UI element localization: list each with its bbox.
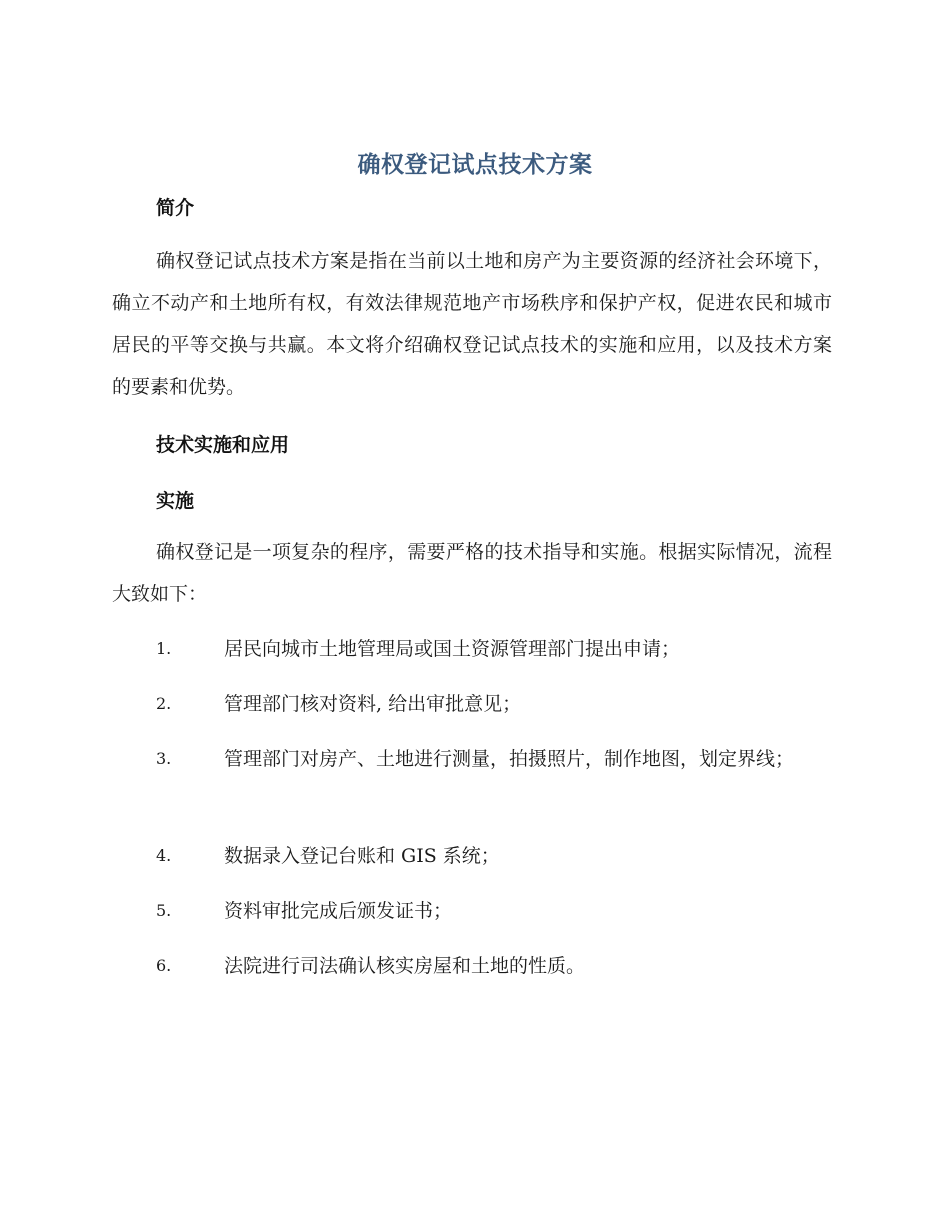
list-item-text: 资料审批完成后颁发证书； [224,900,453,922]
list-item [112,835,832,877]
list-item-text: 管理部门对房产、土地进行测量，拍摄照片，制作地图，划定界线； [224,748,795,770]
section-heading-impl: 实施 [156,490,195,512]
list-item-text: 居民向城市土地管理局或国土资源管理部门提出申请； [224,638,681,660]
list-item-number: 3. [156,749,172,768]
list-item [112,945,832,987]
list-item-text: 管理部门核对资料, 给出审批意见； [224,693,522,715]
list-item [112,738,832,780]
list-item-number: 2. [156,694,172,713]
list-item-number: 6. [156,956,172,975]
list-item [112,628,832,670]
intro-paragraph: 确权登记试点技术方案是指在当前以土地和房产为主要资源的经济社会环境下，确立不动产和土地所有权，有效法律规范地产市场秩序和保护产权，促进农民和城市居民的平等交换与共赢。本文将介绍确权登记试点技术的实施和应用，以及技术方案的要素和优势。 [112,250,832,398]
list-item-number: 1. [156,639,172,658]
list-item-number: 4. [156,846,172,865]
document-title: 确权登记试点技术方案 [357,152,593,178]
section-heading-tech: 技术实施和应用 [156,434,290,456]
impl-paragraph: 确权登记是一项复杂的程序，需要严格的技术指导和实施。根据实际情况，流程大致如下： [112,541,832,605]
list-item [112,683,832,725]
list-item-number: 5. [156,901,172,920]
section-heading-intro: 简介 [156,197,195,219]
list-item-text: 数据录入登记台账和 GIS 系统； [224,845,500,867]
list-item [112,890,832,932]
list-item-text: 法院进行司法确认核实房屋和土地的性质。 [224,955,586,977]
